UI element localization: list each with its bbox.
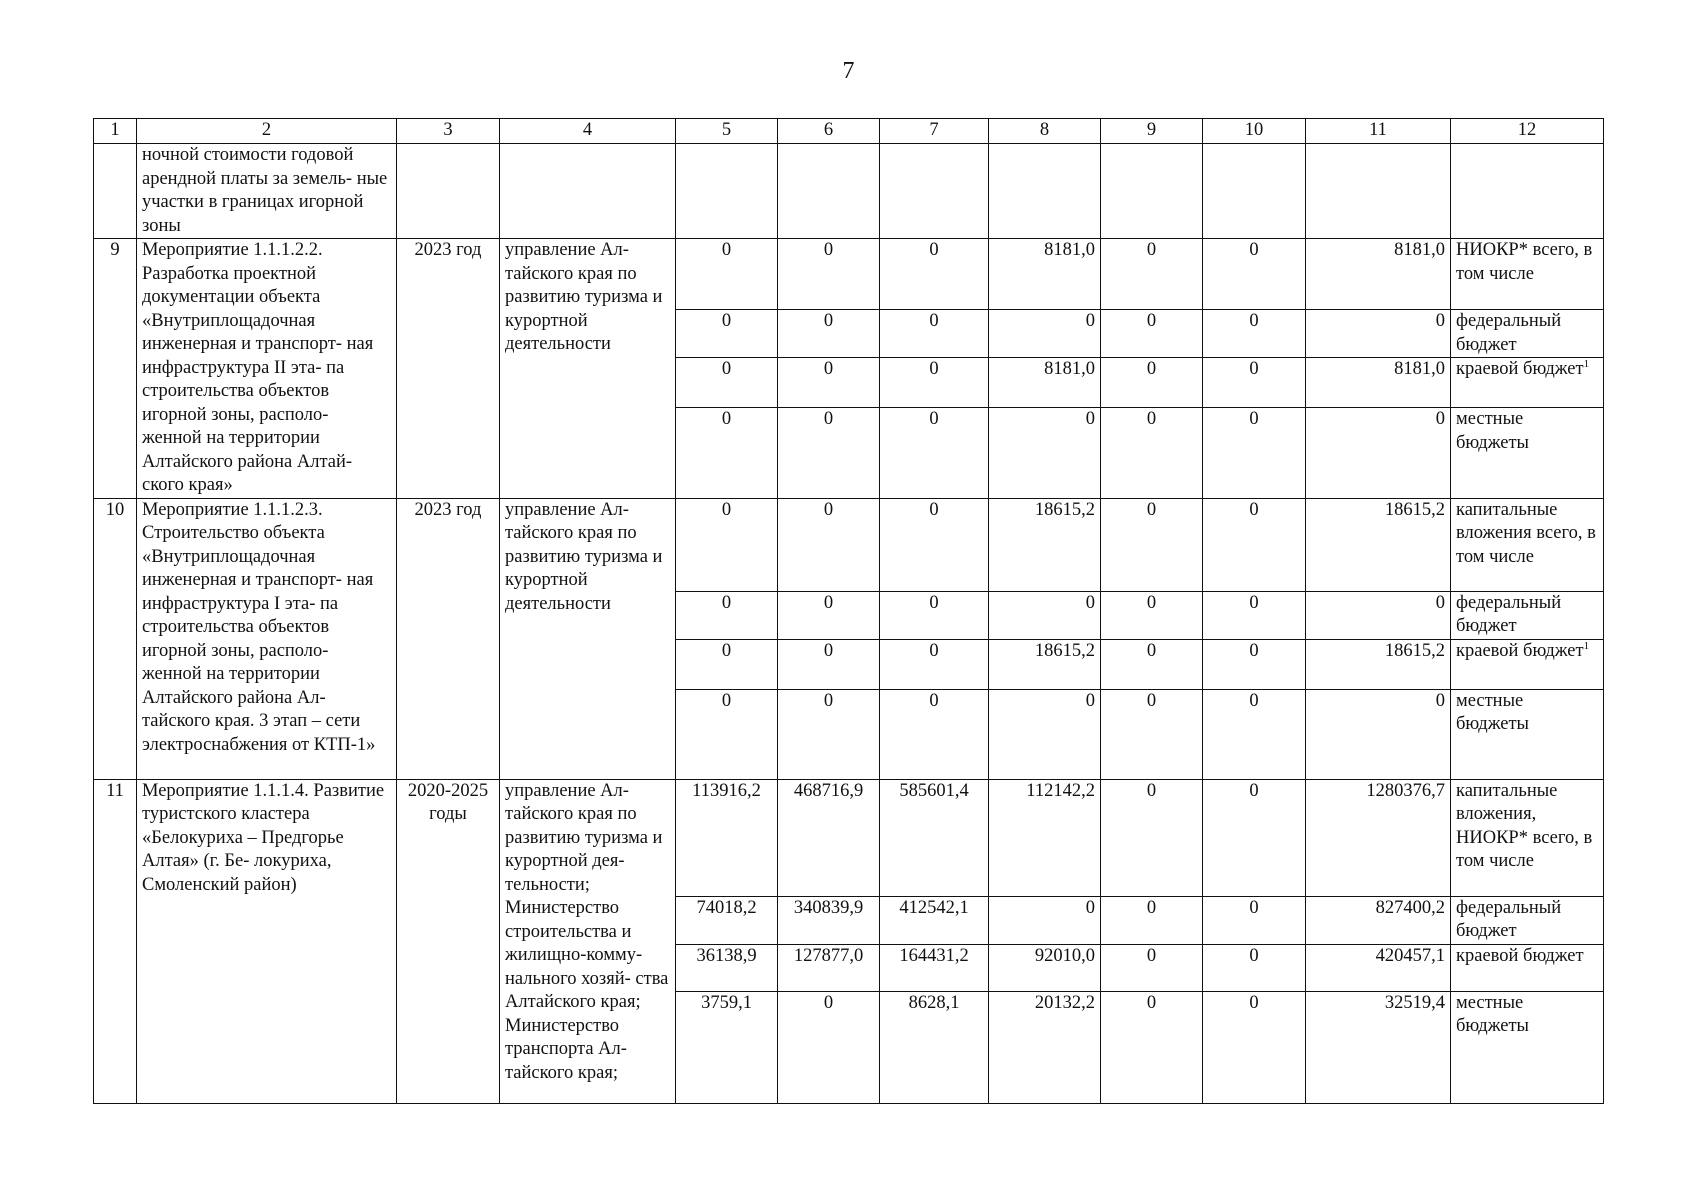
value-cell-11: 0	[1306, 310, 1451, 358]
value-cell-11: 0	[1306, 591, 1451, 639]
measure-cell: ночной стоимости годовой арендной платы за земель- ные участки в границах игорной зоны	[137, 144, 397, 239]
empty-cell	[989, 144, 1101, 239]
header-cell: 2	[137, 119, 397, 144]
period-cell: 2023 год	[397, 239, 500, 499]
executor-cell: управление Ал- тайского края по развитию туризма и курортной деятельности	[500, 498, 676, 779]
funding-source-label: местные бюджеты	[1456, 409, 1529, 453]
value-cell-7: 8628,1	[880, 991, 989, 1103]
funding-source-label: федеральный бюджет	[1456, 311, 1562, 355]
funding-source-cell	[1451, 498, 1604, 591]
value-cell-10: 0	[1203, 689, 1306, 779]
value-cell-7: 412542,1	[880, 896, 989, 944]
footnote-marker: 1	[1583, 639, 1590, 652]
value-cell-10: 0	[1203, 944, 1306, 991]
row-number-cell	[94, 144, 137, 239]
value-cell-11: 420457,1	[1306, 944, 1451, 991]
value-cell-5: 0	[676, 591, 778, 639]
value-cell-6: 0	[778, 358, 880, 408]
header-cell: 4	[500, 119, 676, 144]
funding-source-cell	[1451, 358, 1604, 408]
empty-cell	[1451, 144, 1604, 239]
value-cell-5: 74018,2	[676, 896, 778, 944]
value-cell-6: 468716,9	[778, 779, 880, 896]
value-cell-6: 0	[778, 639, 880, 689]
value-cell-9: 0	[1101, 310, 1203, 358]
value-cell-10: 0	[1203, 639, 1306, 689]
value-cell-5: 0	[676, 639, 778, 689]
value-cell-7: 0	[880, 689, 989, 779]
header-cell: 10	[1203, 119, 1306, 144]
funding-source-cell	[1451, 896, 1604, 944]
value-cell-7: 585601,4	[880, 779, 989, 896]
value-cell-6: 340839,9	[778, 896, 880, 944]
value-cell-9: 0	[1101, 239, 1203, 310]
measure-cell: Мероприятие 1.1.1.2.2. Разработка проектной документации объекта «Внутриплощадочная инженерная и транспорт- ная инфраструктура II эта- па строительства объектов игорной зоны, располо- женной на территории Алтайского района Алтай- ского края»	[137, 239, 397, 499]
value-cell-7: 0	[880, 591, 989, 639]
value-cell-7: 164431,2	[880, 944, 989, 991]
budget-table	[93, 118, 1604, 1104]
page-number: 7	[842, 58, 855, 84]
value-cell-11: 1280376,7	[1306, 779, 1451, 896]
value-cell-5: 0	[676, 689, 778, 779]
value-cell-8: 0	[989, 591, 1101, 639]
value-cell-9: 0	[1101, 689, 1203, 779]
value-cell-7: 0	[880, 498, 989, 591]
value-cell-8: 0	[989, 408, 1101, 498]
footnote-marker: 1	[1583, 358, 1590, 371]
value-cell-6: 0	[778, 310, 880, 358]
value-cell-11: 0	[1306, 689, 1451, 779]
value-cell-11: 827400,2	[1306, 896, 1451, 944]
empty-cell	[778, 144, 880, 239]
value-cell-8: 112142,2	[989, 779, 1101, 896]
empty-cell	[500, 144, 676, 239]
value-cell-6: 0	[778, 408, 880, 498]
value-cell-5: 0	[676, 358, 778, 408]
value-cell-6: 0	[778, 991, 880, 1103]
empty-cell	[1306, 144, 1451, 239]
value-cell-10: 0	[1203, 239, 1306, 310]
value-cell-8: 18615,2	[989, 498, 1101, 591]
value-cell-8: 92010,0	[989, 944, 1101, 991]
value-cell-9: 0	[1101, 408, 1203, 498]
value-cell-11: 8181,0	[1306, 239, 1451, 310]
value-cell-5: 36138,9	[676, 944, 778, 991]
row-number-cell: 10	[94, 498, 137, 779]
value-cell-9: 0	[1101, 498, 1203, 591]
header-cell: 7	[880, 119, 989, 144]
funding-source-cell	[1451, 991, 1604, 1103]
value-cell-6: 0	[778, 498, 880, 591]
value-cell-10: 0	[1203, 310, 1306, 358]
header-cell: 1	[94, 119, 137, 144]
value-cell-10: 0	[1203, 779, 1306, 896]
header-cell: 8	[989, 119, 1101, 144]
header-cell: 12	[1451, 119, 1604, 144]
value-cell-10: 0	[1203, 991, 1306, 1103]
table-row	[94, 498, 1604, 591]
value-cell-8: 20132,2	[989, 991, 1101, 1103]
empty-cell	[880, 144, 989, 239]
header-cell: 6	[778, 119, 880, 144]
value-cell-8: 0	[989, 310, 1101, 358]
value-cell-7: 0	[880, 408, 989, 498]
value-cell-5: 3759,1	[676, 991, 778, 1103]
value-cell-10: 0	[1203, 498, 1306, 591]
value-cell-9: 0	[1101, 896, 1203, 944]
funding-source-cell	[1451, 591, 1604, 639]
empty-cell	[1101, 144, 1203, 239]
value-cell-8: 0	[989, 896, 1101, 944]
value-cell-9: 0	[1101, 779, 1203, 896]
funding-source-cell	[1451, 310, 1604, 358]
continuation-row	[94, 144, 1604, 239]
value-cell-5: 113916,2	[676, 779, 778, 896]
value-cell-11: 8181,0	[1306, 358, 1451, 408]
value-cell-9: 0	[1101, 991, 1203, 1103]
value-cell-11: 18615,2	[1306, 498, 1451, 591]
value-cell-5: 0	[676, 310, 778, 358]
value-cell-10: 0	[1203, 896, 1306, 944]
value-cell-8: 0	[989, 689, 1101, 779]
measure-cell: Мероприятие 1.1.1.2.3. Строительство объекта «Внутриплощадочная инженерная и транспорт- ная инфраструктура I эта- па строительства объектов игорной зоны, располо- женной на территории Алтайского района Ал- тайского края. 3 этап – сети электроснабжения от КТП-1»	[137, 498, 397, 779]
period-cell: 2020-2025 годы	[397, 779, 500, 1103]
value-cell-7: 0	[880, 639, 989, 689]
empty-cell	[676, 144, 778, 239]
funding-source-cell	[1451, 239, 1604, 310]
value-cell-9: 0	[1101, 358, 1203, 408]
header-row	[94, 119, 1604, 144]
value-cell-7: 0	[880, 239, 989, 310]
value-cell-10: 0	[1203, 408, 1306, 498]
value-cell-5: 0	[676, 239, 778, 310]
value-cell-7: 0	[880, 358, 989, 408]
value-cell-8: 18615,2	[989, 639, 1101, 689]
value-cell-9: 0	[1101, 639, 1203, 689]
funding-source-label: краевой бюджет	[1456, 945, 1584, 966]
value-cell-9: 0	[1101, 944, 1203, 991]
funding-source-label: федеральный бюджет	[1456, 592, 1562, 636]
value-cell-6: 0	[778, 239, 880, 310]
funding-source-label: краевой бюджет	[1456, 359, 1584, 380]
empty-cell	[397, 144, 500, 239]
header-cell: 11	[1306, 119, 1451, 144]
empty-cell	[1203, 144, 1306, 239]
header-cell: 5	[676, 119, 778, 144]
value-cell-8: 8181,0	[989, 239, 1101, 310]
value-cell-7: 0	[880, 310, 989, 358]
value-cell-11: 0	[1306, 408, 1451, 498]
value-cell-6: 127877,0	[778, 944, 880, 991]
value-cell-9: 0	[1101, 591, 1203, 639]
funding-source-cell	[1451, 779, 1604, 896]
funding-source-label: капитальные вложения, НИОКР* всего, в том числе	[1456, 780, 1593, 871]
funding-source-label: НИОКР* всего, в том числе	[1456, 240, 1593, 284]
table-row	[94, 239, 1604, 310]
executor-cell: управление Ал- тайского края по развитию туризма и курортной дея- тельности; Министерство строительства и жилищно-комму- нального хозяй- ства Алтайского края; Министерство транспорта Ал- тайского края;	[500, 779, 676, 1103]
row-number-cell: 9	[94, 239, 137, 499]
funding-source-label: местные бюджеты	[1456, 992, 1529, 1036]
value-cell-8: 8181,0	[989, 358, 1101, 408]
value-cell-10: 0	[1203, 358, 1306, 408]
period-cell: 2023 год	[397, 498, 500, 779]
value-cell-11: 18615,2	[1306, 639, 1451, 689]
funding-source-cell	[1451, 944, 1604, 991]
funding-source-label: местные бюджеты	[1456, 690, 1529, 734]
funding-source-cell	[1451, 408, 1604, 498]
funding-source-label: федеральный бюджет	[1456, 897, 1562, 941]
measure-cell: Мероприятие 1.1.1.4. Развитие туристского кластера «Белокуриха – Предгорье Алтая» (г. Бе- локуриха, Смоленский район)	[137, 779, 397, 1103]
value-cell-11: 32519,4	[1306, 991, 1451, 1103]
value-cell-5: 0	[676, 498, 778, 591]
table-row	[94, 779, 1604, 896]
value-cell-6: 0	[778, 591, 880, 639]
header-cell: 9	[1101, 119, 1203, 144]
funding-source-cell	[1451, 689, 1604, 779]
value-cell-6: 0	[778, 689, 880, 779]
row-number-cell: 11	[94, 779, 137, 1103]
funding-source-label: капитальные вложения всего, в том числе	[1456, 499, 1596, 567]
executor-cell: управление Ал- тайского края по развитию туризма и курортной деятельности	[500, 239, 676, 499]
value-cell-5: 0	[676, 408, 778, 498]
value-cell-10: 0	[1203, 591, 1306, 639]
funding-source-label: краевой бюджет	[1456, 640, 1584, 661]
header-cell: 3	[397, 119, 500, 144]
funding-source-cell	[1451, 639, 1604, 689]
